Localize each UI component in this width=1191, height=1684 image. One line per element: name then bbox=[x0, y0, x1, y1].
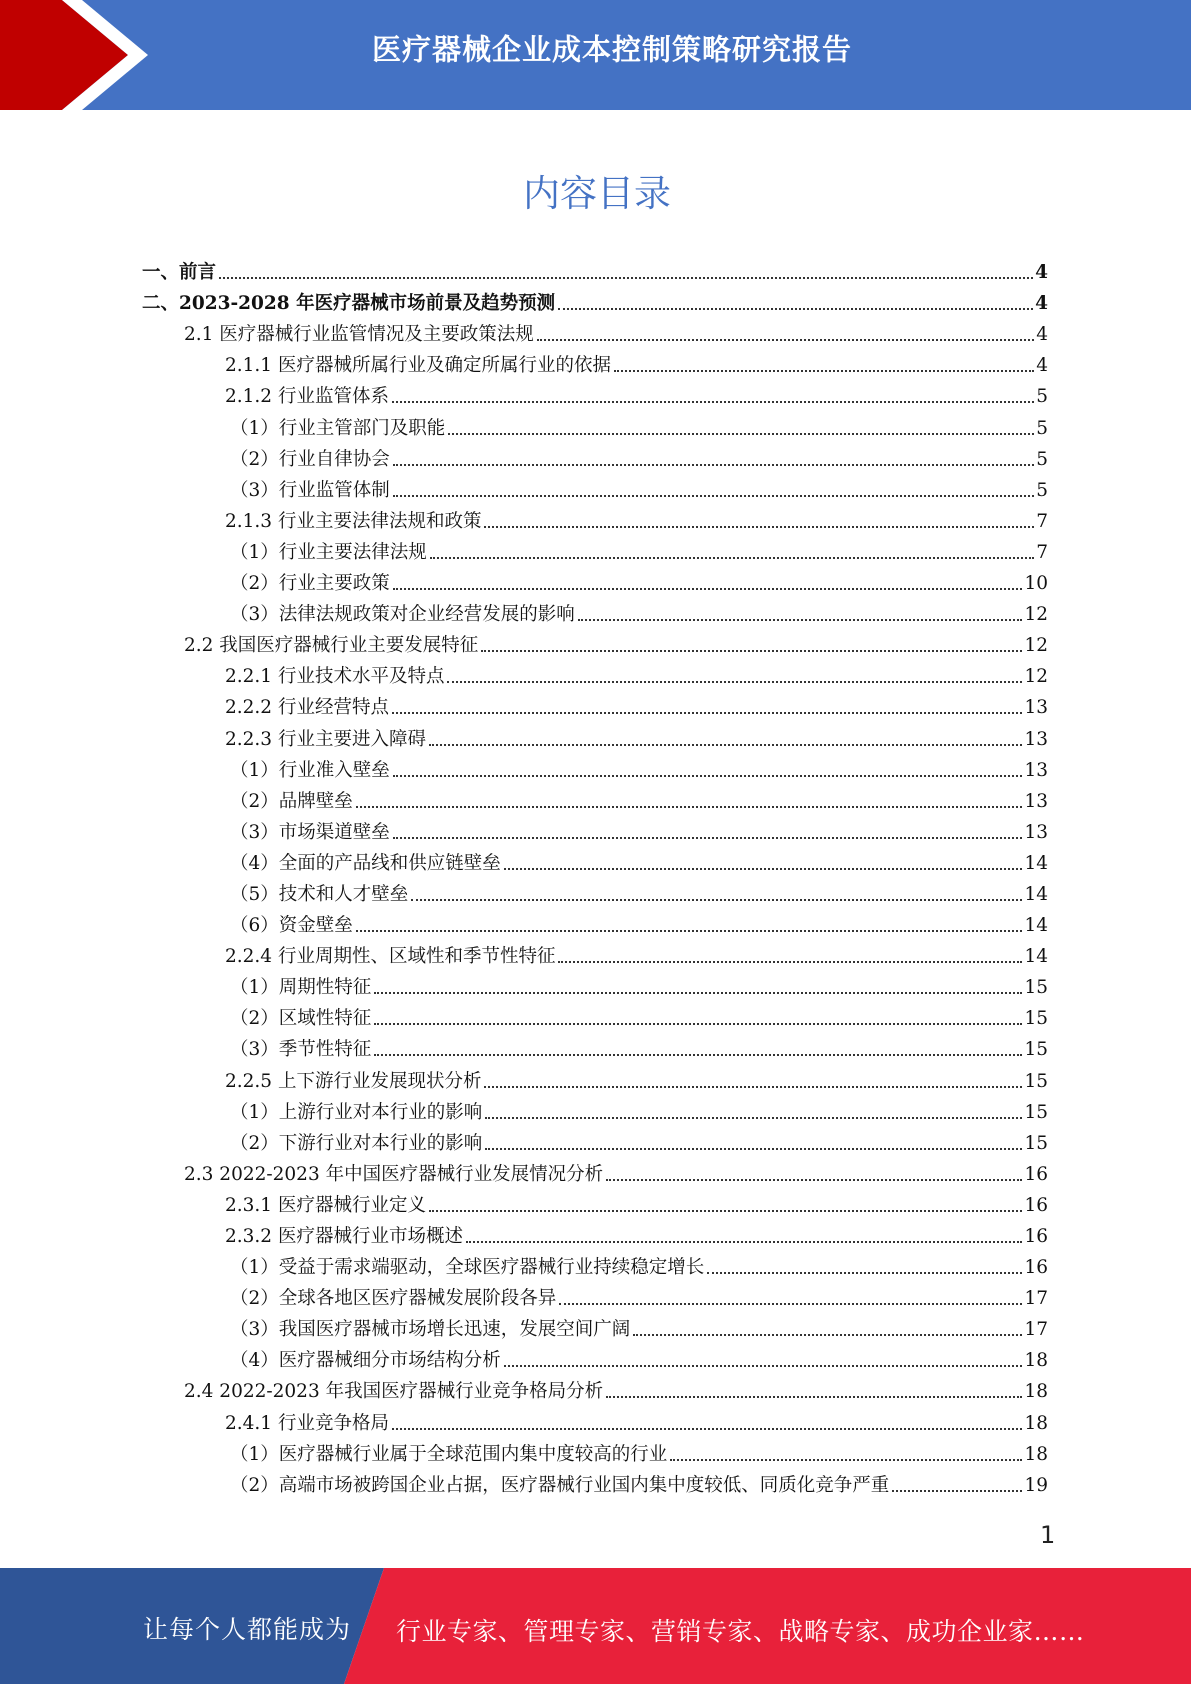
toc-entry-label: 2.3 2022-2023 年中国医疗器械行业发展情况分析 bbox=[184, 1163, 604, 1185]
toc-entry-label: （1）行业准入壁垒 bbox=[230, 759, 390, 781]
toc-entry-label: （2）行业主要政策 bbox=[230, 573, 390, 595]
toc-dot-leader bbox=[393, 588, 1023, 590]
toc-entry-label: （2）全球各地区医疗器械发展阶段各异 bbox=[230, 1288, 557, 1310]
toc-entry-label: （1）受益于需求端驱动，全球医疗器械行业持续稳定增长 bbox=[230, 1257, 705, 1279]
page-number: 1 bbox=[1040, 1521, 1056, 1549]
toc-dot-leader bbox=[429, 1210, 1022, 1212]
toc-entry-page: 14 bbox=[1024, 915, 1048, 937]
toc-entry-page: 12 bbox=[1024, 604, 1048, 626]
toc-entry[interactable] bbox=[142, 284, 1048, 315]
toc-dot-leader bbox=[670, 1459, 1022, 1461]
toc-dot-leader bbox=[578, 619, 1023, 621]
toc-entry-page: 5 bbox=[1036, 417, 1048, 439]
toc-entry-page: 14 bbox=[1024, 852, 1048, 874]
toc-dot-leader bbox=[559, 1303, 1022, 1305]
toc-entry[interactable] bbox=[142, 1403, 1048, 1434]
toc-entry-page: 10 bbox=[1024, 573, 1048, 595]
toc-entry-page: 18 bbox=[1024, 1412, 1048, 1434]
toc-entry-page: 13 bbox=[1024, 790, 1048, 812]
toc-entry[interactable] bbox=[142, 875, 1048, 906]
toc-dot-leader bbox=[374, 1023, 1022, 1025]
toc-entry-page: 13 bbox=[1024, 697, 1048, 719]
toc-entry-label: 一、前言 bbox=[142, 262, 217, 284]
toc-entry-label: （1）医疗器械行业属于全球范围内集中度较高的行业 bbox=[230, 1443, 668, 1465]
toc-dot-leader bbox=[392, 401, 1034, 403]
toc-entry-label: （5）技术和人才壁垒 bbox=[230, 883, 409, 905]
toc-entry[interactable] bbox=[142, 346, 1048, 377]
toc-entry[interactable] bbox=[142, 751, 1048, 782]
toc-dot-leader bbox=[356, 930, 1023, 932]
toc-entry[interactable] bbox=[142, 1279, 1048, 1310]
toc-entry-page: 5 bbox=[1036, 479, 1048, 501]
toc-entry-page: 18 bbox=[1024, 1381, 1048, 1403]
toc-dot-leader bbox=[606, 1396, 1022, 1398]
footer-banner bbox=[0, 1568, 1191, 1684]
toc-entry-page: 4 bbox=[1035, 293, 1048, 315]
toc-entry[interactable] bbox=[142, 471, 1048, 502]
toc-entry-label: （3）行业监管体制 bbox=[230, 479, 390, 501]
toc-dot-leader bbox=[374, 992, 1022, 994]
toc-entry-label: （4）医疗器械细分市场结构分析 bbox=[230, 1350, 501, 1372]
toc-entry-label: （2）行业自律协会 bbox=[230, 448, 390, 470]
toc-entry-page: 7 bbox=[1036, 541, 1048, 563]
toc-dot-leader bbox=[504, 868, 1023, 870]
toc-heading: 内容目录 bbox=[523, 172, 671, 215]
toc-entry-label: 2.2 我国医疗器械行业主要发展特征 bbox=[184, 635, 479, 657]
toc-entry-page: 4 bbox=[1035, 262, 1048, 284]
toc-dot-leader bbox=[430, 557, 1034, 559]
toc-entry-page: 15 bbox=[1024, 1101, 1048, 1123]
toc-entry[interactable] bbox=[142, 564, 1048, 595]
toc-entry-page: 15 bbox=[1024, 1008, 1048, 1030]
toc-entry-page: 15 bbox=[1024, 1132, 1048, 1154]
toc-entry[interactable] bbox=[142, 999, 1048, 1030]
toc-entry-page: 18 bbox=[1024, 1350, 1048, 1372]
toc-entry-page: 19 bbox=[1024, 1474, 1048, 1496]
toc-entry-page: 12 bbox=[1024, 666, 1048, 688]
toc-entry[interactable] bbox=[142, 1030, 1048, 1061]
toc-entry[interactable] bbox=[142, 968, 1048, 999]
toc-entry-label: 2.1.1 医疗器械所属行业及确定所属行业的依据 bbox=[225, 355, 611, 377]
toc-entry-page: 4 bbox=[1036, 324, 1048, 346]
toc-entry-label: （2）品牌壁垒 bbox=[230, 790, 353, 812]
toc-entry-label: 2.2.3 行业主要进入障碍 bbox=[225, 728, 426, 750]
toc-entry-label: 2.2.1 行业技术水平及特点 bbox=[225, 666, 445, 688]
toc-dot-leader bbox=[484, 1086, 1022, 1088]
toc-entry[interactable] bbox=[142, 844, 1048, 875]
toc-entry[interactable] bbox=[142, 1248, 1048, 1279]
toc-dot-leader bbox=[448, 433, 1034, 435]
toc-entry[interactable] bbox=[142, 1124, 1048, 1155]
toc-entry[interactable] bbox=[142, 502, 1048, 533]
toc-entry[interactable] bbox=[142, 937, 1048, 968]
toc-entry-page: 16 bbox=[1024, 1226, 1048, 1247]
toc-entry-label: 2.1.3 行业主要法律法规和政策 bbox=[225, 510, 482, 532]
toc-entry[interactable] bbox=[142, 1155, 1048, 1186]
toc-entry[interactable] bbox=[142, 1341, 1048, 1372]
toc-entry-page: 13 bbox=[1024, 728, 1048, 750]
toc-dot-leader bbox=[393, 837, 1023, 839]
toc-entry[interactable] bbox=[142, 657, 1048, 688]
toc-entry-label: 2.4 2022-2023 年我国医疗器械行业竞争格局分析 bbox=[184, 1381, 604, 1403]
toc-entry[interactable] bbox=[142, 377, 1048, 408]
toc-entry-label: 二、2023-2028 年医疗器械市场前景及趋势预测 bbox=[142, 293, 556, 315]
toc-dot-leader bbox=[393, 464, 1034, 466]
toc-entry[interactable] bbox=[142, 1093, 1048, 1124]
toc-entry[interactable] bbox=[142, 1061, 1048, 1092]
toc-dot-leader bbox=[392, 1428, 1022, 1430]
toc-entry-page: 16 bbox=[1024, 1163, 1048, 1185]
toc-entry-label: 2.2.4 行业周期性、区域性和季节性特征 bbox=[225, 946, 556, 968]
toc-entry[interactable] bbox=[142, 1217, 1048, 1248]
toc-entry-label: （1）行业主要法律法规 bbox=[230, 541, 427, 563]
toc-entry-label: （1）上游行业对本行业的影响 bbox=[230, 1101, 483, 1123]
toc-dot-leader bbox=[485, 1117, 1022, 1119]
toc-dot-leader bbox=[484, 526, 1034, 528]
toc-entry-page: 13 bbox=[1024, 759, 1048, 781]
footer-slogan-right: 行业专家、管理专家、营销专家、战略专家、成功企业家…… bbox=[396, 1617, 1085, 1646]
toc-entry-page: 15 bbox=[1024, 977, 1048, 999]
toc-entry[interactable] bbox=[142, 782, 1048, 813]
toc-entry[interactable] bbox=[142, 315, 1048, 346]
toc-dot-leader bbox=[447, 681, 1022, 683]
toc-entry[interactable] bbox=[142, 440, 1048, 471]
toc-entry[interactable] bbox=[142, 408, 1048, 439]
toc-dot-leader bbox=[485, 1148, 1022, 1150]
toc-dot-leader bbox=[633, 1334, 1022, 1336]
toc-dot-leader bbox=[411, 899, 1022, 901]
toc-entry[interactable] bbox=[142, 1310, 1048, 1341]
toc-dot-leader bbox=[558, 961, 1022, 963]
table-of-contents bbox=[142, 253, 1048, 1497]
toc-entry-page: 15 bbox=[1024, 1039, 1048, 1061]
toc-entry-label: 2.4.1 行业竞争格局 bbox=[225, 1412, 389, 1434]
toc-dot-leader bbox=[892, 1490, 1022, 1492]
toc-dot-leader bbox=[707, 1272, 1022, 1274]
header-banner bbox=[0, 0, 1191, 110]
toc-dot-leader bbox=[466, 1241, 1022, 1243]
toc-entry[interactable] bbox=[142, 253, 1048, 284]
toc-entry[interactable] bbox=[142, 533, 1048, 564]
report-title: 医疗器械企业成本控制策略研究报告 bbox=[371, 32, 853, 67]
footer-slogan-left: 让每个人都能成为 bbox=[143, 1615, 352, 1644]
toc-dot-leader bbox=[504, 1365, 1023, 1367]
toc-entry-label: （6）资金壁垒 bbox=[230, 915, 353, 937]
toc-entry-page: 7 bbox=[1036, 510, 1048, 532]
toc-entry-page: 16 bbox=[1024, 1257, 1048, 1279]
toc-entry-label: 2.2.2 行业经营特点 bbox=[225, 697, 389, 719]
toc-entry[interactable] bbox=[142, 1186, 1048, 1217]
toc-entry-label: 2.1.2 行业监管体系 bbox=[225, 386, 389, 408]
toc-entry-page: 13 bbox=[1024, 821, 1048, 843]
toc-entry[interactable] bbox=[142, 906, 1048, 937]
toc-entry[interactable] bbox=[142, 626, 1048, 657]
toc-dot-leader bbox=[614, 370, 1034, 372]
toc-entry-label: （4）全面的产品线和供应链壁垒 bbox=[230, 852, 501, 874]
toc-dot-leader bbox=[429, 744, 1022, 746]
toc-entry[interactable] bbox=[142, 1435, 1048, 1466]
toc-entry-label: （3）市场渠道壁垒 bbox=[230, 821, 390, 843]
toc-dot-leader bbox=[356, 806, 1023, 808]
toc-dot-leader bbox=[537, 339, 1034, 341]
toc-entry-label: 2.2.5 上下游行业发展现状分析 bbox=[225, 1070, 482, 1092]
toc-dot-leader bbox=[393, 775, 1023, 777]
toc-entry-page: 18 bbox=[1024, 1443, 1048, 1465]
toc-entry-label: （2）下游行业对本行业的影响 bbox=[230, 1132, 483, 1154]
toc-entry[interactable] bbox=[142, 1466, 1048, 1497]
toc-entry-label: 2.3.1 医疗器械行业定义 bbox=[225, 1194, 426, 1216]
toc-entry-label: （2）区域性特征 bbox=[230, 1008, 372, 1030]
toc-entry-label: （3）我国医疗器械市场增长迅速，发展空间广阔 bbox=[230, 1319, 631, 1341]
toc-entry-label: （1）周期性特征 bbox=[230, 977, 372, 999]
toc-entry-label: （3）季节性特征 bbox=[230, 1039, 372, 1061]
toc-dot-leader bbox=[219, 277, 1033, 279]
toc-entry-page: 12 bbox=[1024, 635, 1048, 657]
toc-entry[interactable] bbox=[142, 719, 1048, 750]
toc-entry-page: 14 bbox=[1024, 883, 1048, 905]
toc-entry[interactable] bbox=[142, 688, 1048, 719]
toc-entry-label: 2.1 医疗器械行业监管情况及主要政策法规 bbox=[184, 324, 534, 346]
toc-entry-page: 15 bbox=[1024, 1070, 1048, 1092]
toc-entry-page: 5 bbox=[1036, 386, 1048, 408]
toc-entry-page: 16 bbox=[1024, 1194, 1048, 1216]
toc-entry-page: 14 bbox=[1024, 946, 1048, 968]
toc-entry-page: 4 bbox=[1036, 355, 1048, 377]
toc-entry-label: （1）行业主管部门及职能 bbox=[230, 417, 446, 439]
toc-entry-label: （3）法律法规政策对企业经营发展的影响 bbox=[230, 604, 575, 626]
toc-dot-leader bbox=[393, 495, 1034, 497]
toc-entry-label: （2）高端市场被跨国企业占据，医疗器械行业国内集中度较低、同质化竞争严重 bbox=[230, 1474, 890, 1496]
toc-dot-leader bbox=[481, 650, 1022, 652]
toc-entry[interactable] bbox=[142, 595, 1048, 626]
toc-entry[interactable] bbox=[142, 1372, 1048, 1403]
toc-entry-label: 2.3.2 医疗器械行业市场概述 bbox=[225, 1226, 463, 1247]
toc-entry-page: 17 bbox=[1024, 1288, 1048, 1310]
toc-dot-leader bbox=[606, 1179, 1022, 1181]
toc-dot-leader bbox=[392, 712, 1022, 714]
toc-entry-page: 17 bbox=[1024, 1319, 1048, 1341]
toc-dot-leader bbox=[558, 308, 1033, 310]
toc-entry-page: 5 bbox=[1036, 448, 1048, 470]
toc-dot-leader bbox=[374, 1054, 1022, 1056]
toc-entry[interactable] bbox=[142, 813, 1048, 844]
